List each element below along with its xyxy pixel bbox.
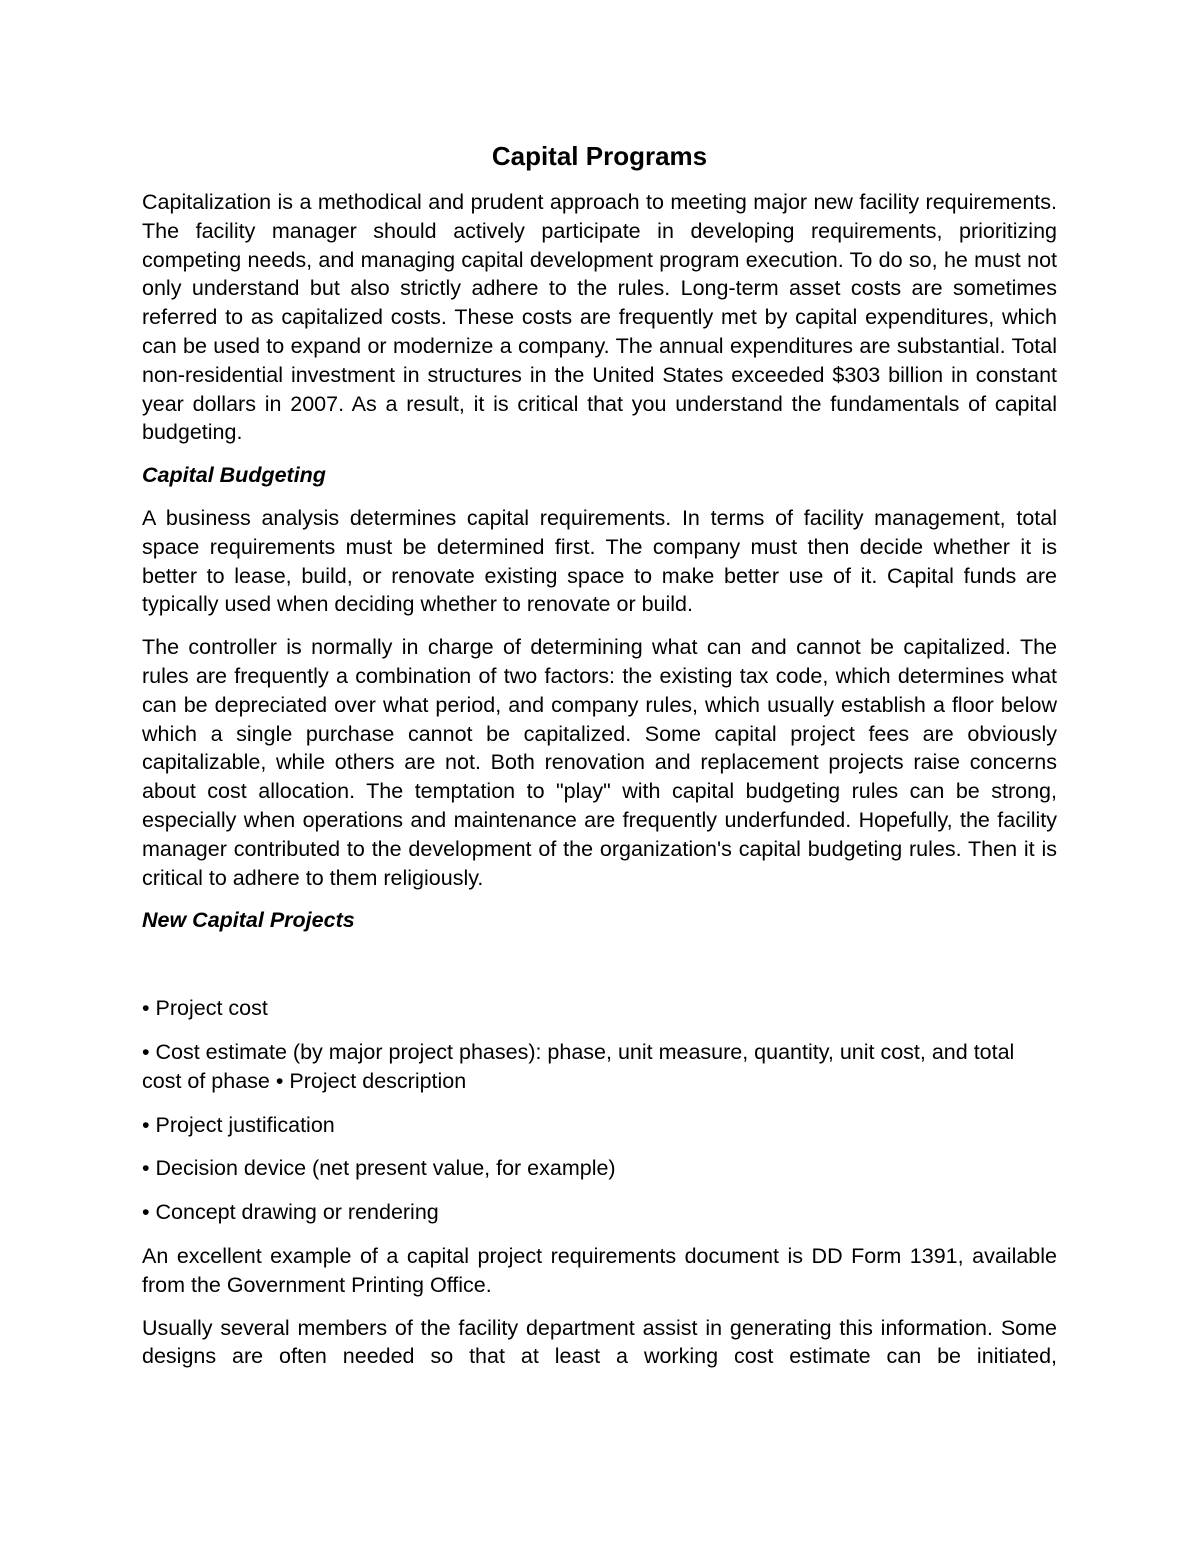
intro-paragraph: Capitalization is a methodical and prudent approach to meeting major new facility requirements. The facility manager should actively participate in developing requirements, prioritizing competing needs, and managing capital development program execution. To do so, he must not only understand but also strictly adhere to the rules. Long-term asset costs are sometimes referred to as capitalized costs. These costs are frequently met by capital expenditures, which can be used to expand or modernize a company. The annual expenditures are substantial. Total non-residential investment in structures in the United States exceeded $303 billion in constant year dollars in 2007. As a result, it is critical that you understand the fundamentals of capital budgeting. xyxy=(142,190,1057,445)
new-capital-projects-heading: New Capital Projects xyxy=(142,908,355,933)
dd-form-paragraph: An excellent example of a capital project requirements document is DD Form 1391, available from the Government Printing Office. xyxy=(142,1243,1057,1297)
list-item: • Project cost xyxy=(142,996,268,1021)
capital-budgeting-paragraph-1: A business analysis determines capital requirements. In terms of facility management, total space requirements must be determined first. The company must then decide whether it is better to lease, build, or renovate existing space to make better use of it. Capital funds are typically used when deciding whether to renovate or build. xyxy=(142,505,1057,617)
list-item: • Concept drawing or rendering xyxy=(142,1200,439,1225)
document-title: Capital Programs xyxy=(491,141,708,171)
list-item: • Decision device (net present value, for example) xyxy=(142,1156,616,1181)
list-item: • Project justification xyxy=(142,1112,335,1137)
document-page xyxy=(142,138,1057,1385)
capital-budgeting-heading: Capital Budgeting xyxy=(142,463,326,488)
section-spacer xyxy=(142,949,1057,994)
project-requirements-list xyxy=(142,994,1057,1227)
capital-budgeting-paragraph-2: The controller is normally in charge of determining what can and cannot be capitalized. The rules are frequently a combination of two factors: the existing tax code, which determines what can be depreciated over what period, and company rules, which usually establish a floor below which a single purchase cannot be capitalized. Some capital project fees are obviously capitalizable, while others are not. Both renovation and replacement projects raise concerns about cost allocation. The temptation to "play" with capital budgeting rules can be strong, especially when operations and maintenance are frequently underfunded. Hopefully, the facility manager contributed to the development of the organization's capital budgeting rules. Then it is critical to adhere to them religiously. xyxy=(142,635,1057,890)
facility-department-paragraph: Usually several members of the facility department assist in generating this information. Some designs are often needed so that at least a working cost estimate can be initiated, xyxy=(142,1315,1057,1369)
list-item: • Cost estimate (by major project phases): phase, unit measure, quantity, unit cost, and total cost of phase • Project description xyxy=(142,1039,1015,1093)
